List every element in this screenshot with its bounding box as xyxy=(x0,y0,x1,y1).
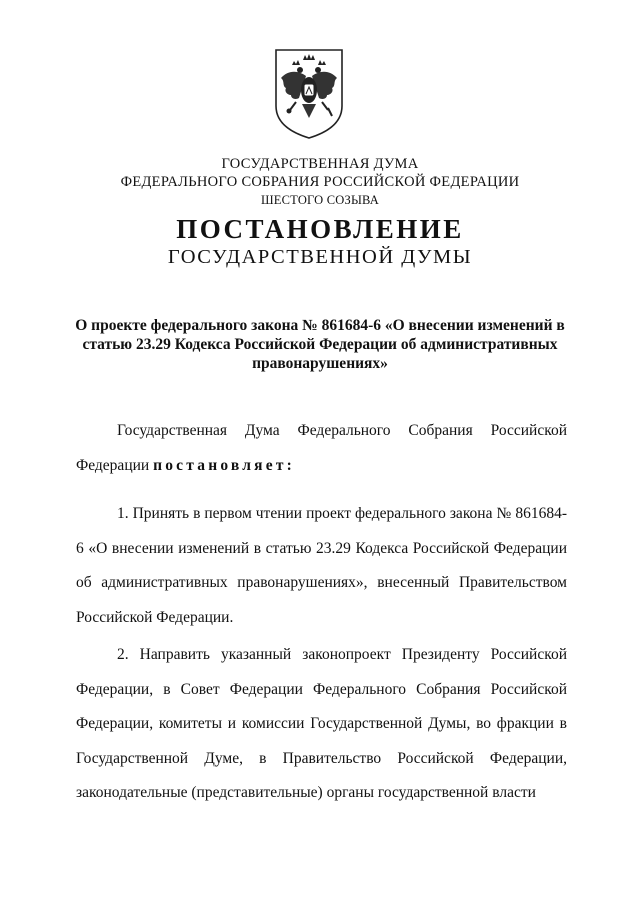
convocation: ШЕСТОГО СОЗЫВА xyxy=(260,193,380,207)
preamble-paragraph xyxy=(76,414,567,483)
org-name-line1: ГОСУДАРСТВЕННАЯ ДУМА xyxy=(221,156,419,172)
document-subject: О проекте федерального закона № 861684-6 «О внесении изменений в статью 23.29 Кодекса Российской Федерации об административных правонарушениях» xyxy=(75,317,565,372)
russian-coat-of-arms-icon xyxy=(272,48,346,140)
preamble-text: Государственная Дума Федерального Собрания Российской Федерации xyxy=(76,422,567,474)
decree-item-1: 1. Принять в первом чтении проект федерального закона № 861684-6 «О внесении изменений в статью 23.29 Кодекса Российской Федерации об административных правонарушениях», внесенный Правительством Российской Федерации. xyxy=(76,505,567,626)
decree-word: постановляет: xyxy=(153,456,295,474)
document-type: ПОСТАНОВЛЕНИЕ xyxy=(176,214,464,244)
decree-item-2: 2. Направить указанный законопроект Президенту Российской Федерации, в Совет Федерации Федерального Собрания Российской Федерации, комитеты и комиссии Государственной Думы, во фракции в Государственной Думе, в Правительство Российской Федерации, законодательные (представительные) органы государственной власти xyxy=(76,646,567,802)
document-type-subtitle: ГОСУДАРСТВЕННОЙ ДУМЫ xyxy=(167,246,473,268)
org-name-line2: ФЕДЕРАЛЬНОГО СОБРАНИЯ РОССИЙСКОЙ ФЕДЕРАЦИИ xyxy=(120,174,520,190)
